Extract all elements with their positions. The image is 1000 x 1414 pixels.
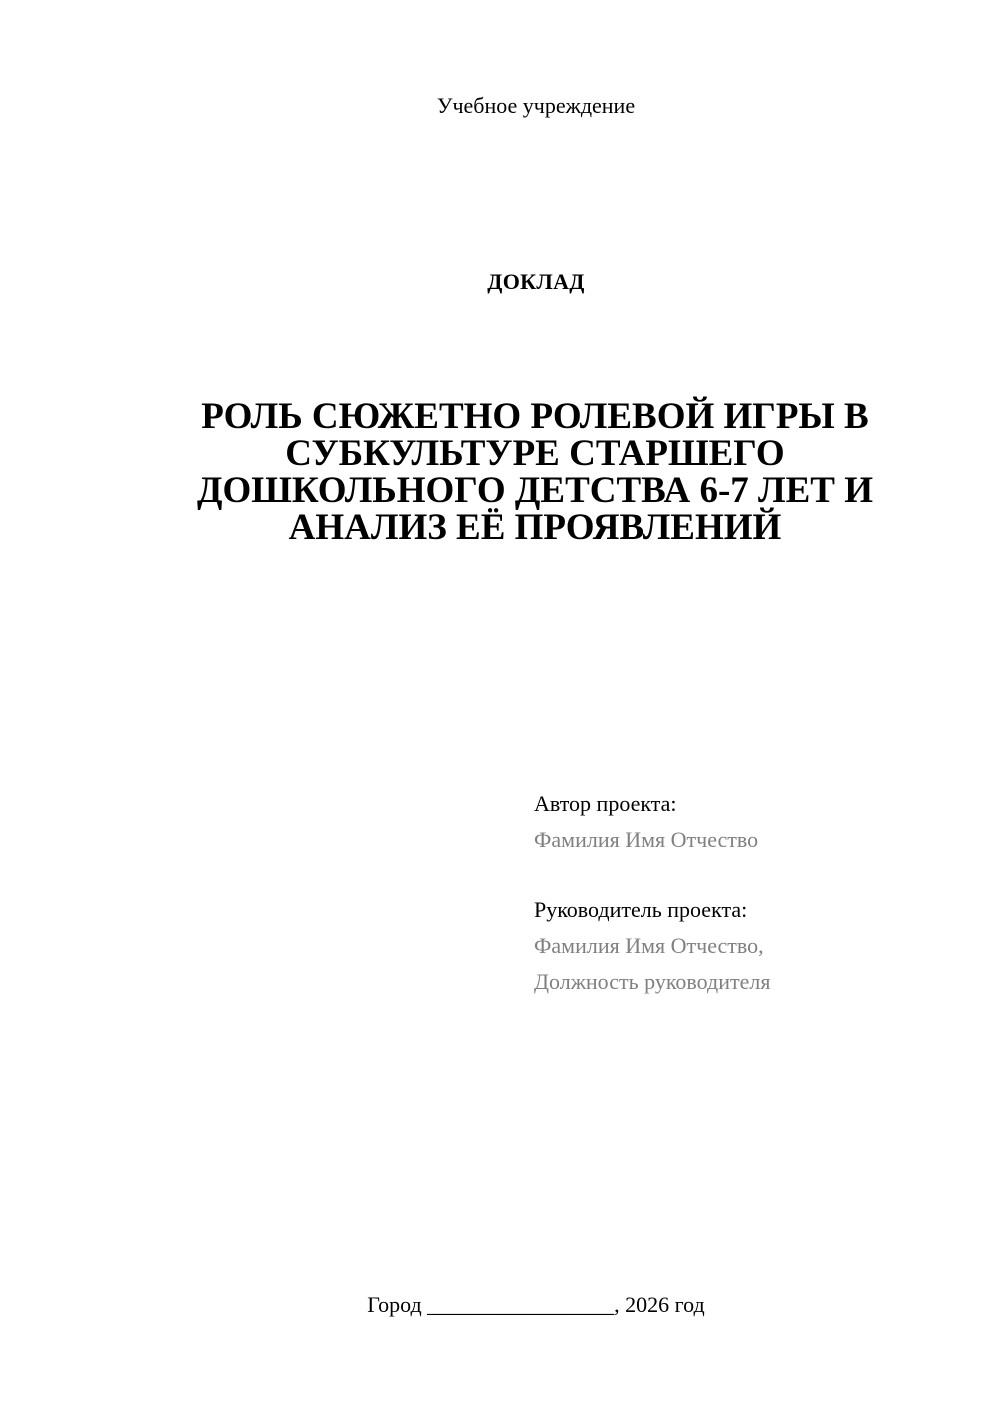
title-line: ДОШКОЛЬНОГО ДЕТСТВА 6-7 ЛЕТ И: [196, 470, 873, 511]
author-label: Автор проекта:: [534, 791, 677, 816]
author-name: Фамилия Имя Отчество: [534, 827, 759, 852]
supervisor-name: Фамилия Имя Отчество,: [534, 933, 764, 958]
supervisor-label: Руководитель проекта:: [534, 897, 748, 922]
title-line: АНАЛИЗ ЕЁ ПРОЯВЛЕНИЙ: [288, 507, 782, 548]
report-title: [150, 398, 920, 546]
institution-name: Учебное учреждение: [436, 93, 636, 118]
city-year-footer: Город _________________, 2026 год: [367, 1292, 705, 1317]
supervisor-block: [534, 892, 974, 1000]
author-block: [534, 786, 974, 858]
supervisor-position: Должность руководителя: [534, 969, 771, 994]
document-type: ДОКЛАД: [487, 269, 585, 294]
title-line: РОЛЬ СЮЖЕТНО РОЛЕВОЙ ИГРЫ В: [201, 396, 869, 437]
title-line: СУБКУЛЬТУРЕ СТАРШЕГО: [285, 433, 785, 474]
